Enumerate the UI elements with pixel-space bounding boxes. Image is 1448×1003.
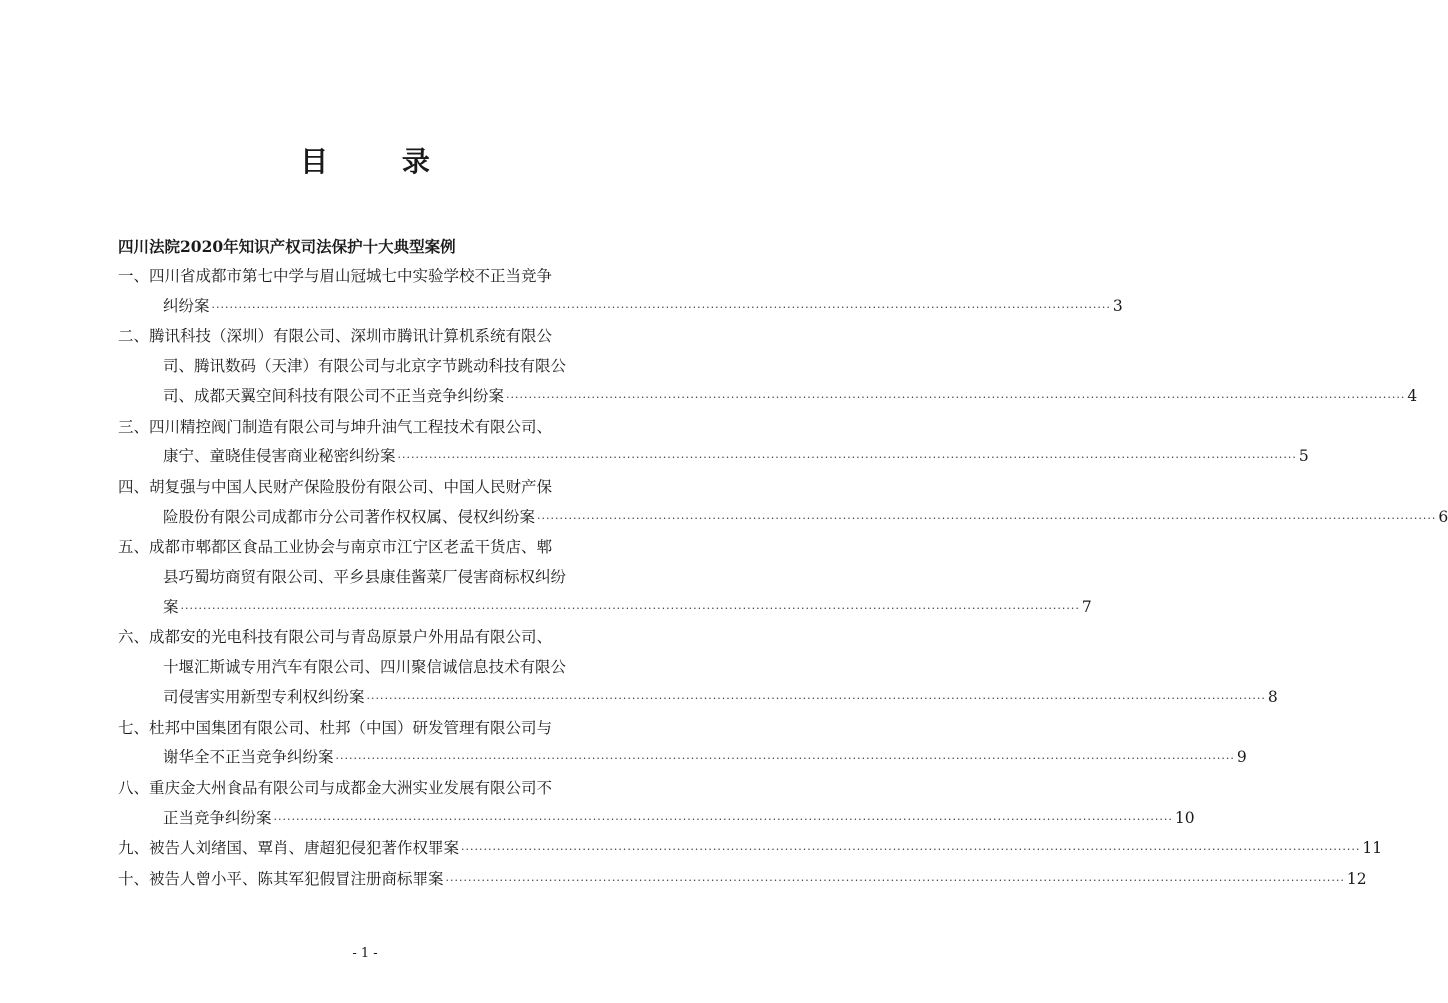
toc-page-number: 10	[1174, 808, 1195, 827]
toc-entry-line	[118, 593, 1092, 624]
toc-entry-line	[118, 413, 638, 443]
toc-entry-text: 十堰汇斯诚专用汽车有限公司、四川聚信诚信息技术有限公	[163, 658, 567, 677]
toc-entry-line	[118, 865, 1367, 896]
table-of-contents	[118, 262, 1448, 896]
toc-entry-line	[118, 653, 638, 683]
toc-page-number: 7	[1081, 597, 1092, 616]
toc-entry-text: 康宁、童晓佳侵害商业秘密纠纷案	[163, 447, 396, 466]
toc-entry-text: 司侵害实用新型专利权纠纷案	[163, 687, 365, 706]
toc-entry-text: 五、成都市郫都区食品工业协会与南京市江宁区老孟干货店、郫	[118, 538, 553, 557]
toc-entry[interactable]	[118, 865, 1367, 896]
toc-entry-line	[118, 442, 1309, 473]
toc-entry-line	[118, 743, 1247, 774]
toc-entry-text: 四、胡复强与中国人民财产保险股份有限公司、中国人民财产保	[118, 477, 553, 496]
toc-page-number: 9	[1236, 748, 1247, 767]
toc-entry-text: 八、重庆金大州食品有限公司与成都金大洲实业发展有限公司不	[118, 778, 553, 797]
toc-page-number: 12	[1346, 870, 1367, 889]
toc-entry[interactable]	[118, 623, 1278, 713]
toc-page-number: 11	[1362, 839, 1383, 858]
toc-entry-line	[118, 804, 1195, 835]
toc-entry-text: 案	[163, 597, 179, 616]
dot-leader: ········································································································································································································	[211, 300, 1111, 314]
toc-entry-line	[118, 623, 638, 653]
toc-entry-line	[118, 563, 638, 593]
toc-entry-text: 七、杜邦中国集团有限公司、杜邦（中国）研发管理有限公司与	[118, 718, 553, 737]
toc-page-number: 8	[1267, 687, 1278, 706]
toc-entry-text: 十、被告人曾小平、陈其军犯假冒注册商标罪案	[118, 870, 444, 889]
toc-entry[interactable]	[118, 473, 1448, 533]
dot-leader: ········································································································································································································	[335, 752, 1235, 766]
toc-entry-text: 险股份有限公司成都市分公司著作权权属、侵权纠纷案	[163, 507, 536, 526]
toc-entry-line	[118, 533, 638, 563]
toc-entry-text: 司、成都天翼空间科技有限公司不正当竞争纠纷案	[163, 386, 505, 405]
toc-entry[interactable]	[118, 322, 1418, 412]
dot-leader: ········································································································································································································	[506, 390, 1406, 404]
toc-entry-text: 六、成都安的光电科技有限公司与青岛原景户外用品有限公司、	[118, 628, 553, 647]
dot-leader: ········································································································································································································	[445, 874, 1345, 888]
toc-entry-text: 正当竞争纠纷案	[163, 808, 272, 827]
toc-entry[interactable]	[118, 714, 1247, 774]
toc-entry-text: 纠纷案	[163, 296, 210, 315]
dot-leader: ········································································································································································································	[366, 691, 1266, 705]
toc-entry[interactable]	[118, 774, 1195, 834]
dot-leader: ········································································································································································································	[180, 601, 1080, 615]
toc-entry-line	[118, 382, 1418, 413]
toc-entry-line	[118, 683, 1278, 714]
dot-leader: ········································································································································································································	[273, 812, 1173, 826]
toc-entry-text: 司、腾讯数码（天津）有限公司与北京字节跳动科技有限公	[163, 357, 567, 376]
toc-entry[interactable]	[118, 533, 1092, 623]
toc-entry-line	[118, 473, 638, 503]
toc-page-number: 6	[1438, 507, 1448, 526]
dot-leader: ········································································································································································································	[397, 451, 1297, 465]
section-title: 四川法院2020年知识产权司法保护十大典型案例	[118, 237, 456, 256]
toc-page-number: 4	[1407, 386, 1418, 405]
toc-entry-line	[118, 292, 1123, 323]
toc-entry-text: 三、四川精控阀门制造有限公司与坤升油气工程技术有限公司、	[118, 417, 553, 436]
toc-page-number: 3	[1112, 296, 1123, 315]
toc-entry-line	[118, 262, 638, 292]
toc-entry-line	[118, 322, 638, 352]
dot-leader: ········································································································································································································	[537, 511, 1437, 525]
toc-entry-line	[118, 714, 638, 744]
toc-entry-text: 二、腾讯科技（深圳）有限公司、深圳市腾讯计算机系统有限公	[118, 327, 553, 346]
dot-leader: ········································································································································································································	[461, 843, 1361, 857]
toc-entry-text: 谢华全不正当竞争纠纷案	[163, 748, 334, 767]
toc-entry[interactable]	[118, 834, 1383, 865]
toc-entry-line	[118, 352, 638, 382]
toc-entry[interactable]	[118, 262, 1123, 322]
toc-entry-line	[118, 503, 1448, 534]
toc-entry-text: 县巧蜀坊商贸有限公司、平乡县康佳酱菜厂侵害商标权纠纷	[163, 568, 567, 587]
toc-entry-line	[118, 834, 1383, 865]
page-title: 目 录	[300, 145, 462, 178]
toc-entry-text: 一、四川省成都市第七中学与眉山冠城七中实验学校不正当竞争	[118, 267, 553, 285]
toc-page-number: 5	[1298, 447, 1309, 466]
toc-entry-line	[118, 774, 638, 804]
page-number-footer: - 1 -	[352, 946, 378, 961]
toc-entry[interactable]	[118, 413, 1309, 473]
toc-entry-text: 九、被告人刘绪国、覃肖、唐超犯侵犯著作权罪案	[118, 839, 460, 858]
